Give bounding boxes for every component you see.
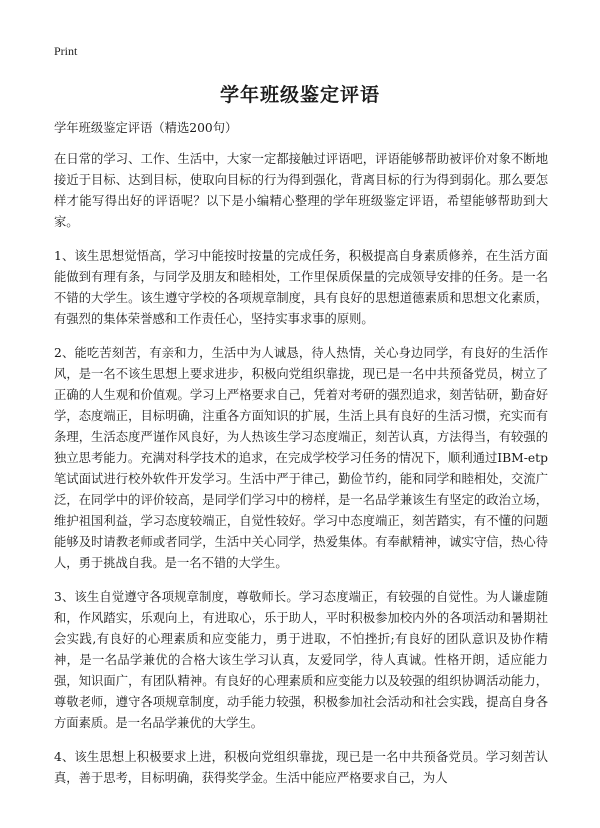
paragraph-2: 2、能吃苦刻苦，有亲和力，生活中为人诚恳，待人热情，关心身边同学，有良好的生活作风，是一名不该生思想上要求进步，积极向党组织靠拢，现已是一名中共预备党员，树立了正确的人生观和价值观。学习上严格要求自己，凭着对考研的强烈追求，刻苦钻研，勤奋好学，态度端正，目标明确，注重各方面知识的扩展，生活上具有良好的生活习惯，充实而有条理，生活态度严谨作风良好，为人热该生学习态度端正，刻苦认真，方法得当，有较强的独立思考能力。充满对科学技术的追求，在完成学校学习任务的情况下，顺利通过IBM-etp笔试面试进行校外软件开发学习。生活中严于律己，勤俭节约，能和同学和睦相处，交流广泛，在同学中的评价较高，是同学们学习中的榜样，是一名品学兼该生有坚定的政治立场，维护祖国利益，学习态度较端正，自觉性较好。学习中态度端正，刻苦踏实，有不懂的问题能够及时请教老师或者同学，生活中关心同学，热爱集体。有奉献精神，诚实守信，热心待人，勇于挑战自我。是一名不错的大学生。 [54, 346, 548, 570]
document-body [54, 118, 548, 802]
paragraph-3: 3、该生自觉遵守各项规章制度，尊敬师长。学习态度端正，有较强的自觉性。为人谦虚随和，作风踏实，乐观向上，有进取心，乐于助人，平时积极参加校内外的各项活动和暑期社会实践,有良好的心理素质和应变能力，勇于进取，不怕挫折;有良好的团队意识及协作精神，是一名品学兼优的合格大该生学习认真，友爱同学，待人真诚。性格开朗，适应能力强，知识面广，有团队精神。有良好的心理素质和应变能力以及较强的组织协调活动能力，尊敬老师，遵守各项规章制度，动手能力较强，积极参加社会活动和社会实践，提高自身各方面素质。是一名品学兼优的大学生。 [54, 590, 548, 730]
print-link[interactable]: Print [54, 44, 78, 58]
paragraph-4: 4、该生思想上积极要求上进，积极向党组织靠拢，现已是一名中共预备党员。学习刻苦认真，善于思考，目标明确，获得奖学金。生活中能应严格要求自己，为人 [54, 750, 548, 785]
document-subtitle: 学年班级鉴定评语（精选200句） [54, 121, 238, 135]
paragraph-1: 1、该生思想觉悟高，学习中能按时按量的完成任务，积极提高自身素质修养，在生活方面能做到有理有条，与同学及朋友和睦相处，工作里保质保量的完成领导安排的任务。是一名不错的大学生。该生遵守学校的各项规章制度，具有良好的思想道德素质和思想文化素质，有强烈的集体荣誉感和工作责任心，坚持实事求事的原则。 [54, 249, 548, 326]
paragraph-intro: 在日常的学习、工作、生活中，大家一定都接触过评语吧，评语能够帮助被评价对象不断地接近于目标、达到目标，使取向目标的行为得到强化，背离目标的行为得到弱化。那么要怎样才能写得出好的评语呢？以下是小编精心整理的学年班级鉴定评语，希望能够帮助到大家。 [54, 152, 548, 229]
document-title: 学年班级鉴定评语 [219, 84, 380, 106]
